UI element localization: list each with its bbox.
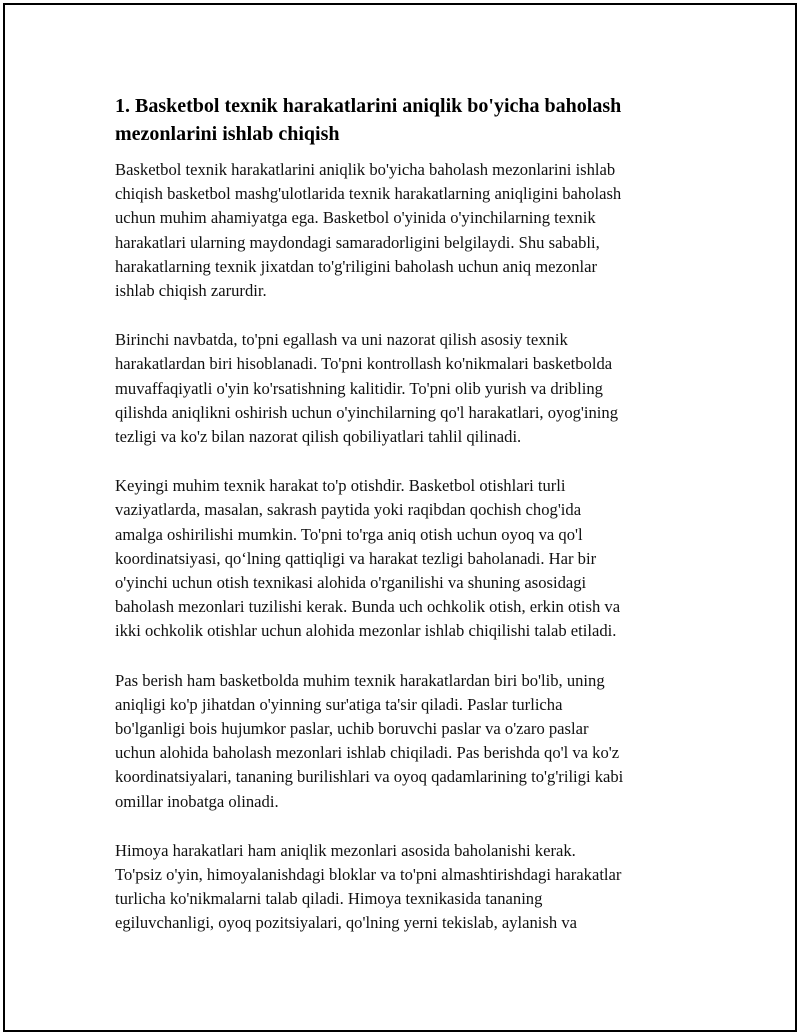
section-heading: 1. Basketbol texnik harakatlarini aniqlik bo'yicha baholash mezonlarini ishlab chiqish	[115, 95, 622, 145]
paragraph-5: Himoya harakatlari ham aniqlik mezonlari asosida baholanishi kerak. To'psiz o'yin, himoyalanishdagi bloklar va to'pni almashtirishdagi harakatlar turlicha ko'nikmalarni talab qiladi. Himoya texnikasida tananing egiluvchanligi, oyoq pozitsiyalari, qo'lning yerni tekislab, aylanish va	[115, 840, 622, 933]
paragraph-2: Birinchi navbatda, to'pni egallash va uni nazorat qilish asosiy texnik harakatlardan biri hisoblanadi. To'pni kontrollash ko'nikmalari basketbolda muvaffaqiyatli o'yin ko'rsatishning kalitidir. To'pni olib yurish va dribling qilishda aniqlikni oshirish uchun o'yinchilarning qo'l harakatlari, oyog'ining tezligi va ko'z bilan nazorat qilish qobiliyatlari tahlil qilinadi.	[115, 330, 619, 447]
paragraph-3: Keyingi muhim texnik harakat to'p otishdir. Basketbol otishlari turli vaziyatlarda, masalan, sakrash paytida yoki raqibdan qochish chog'ida amalga oshirilishi mumkin. To'pni to'rga aniq otish uchun oyoq va qo'l koordinatsiyasi, qo‘lning qattiqligi va harakat tezligi baholanadi. Har bir o'yinchi uchun otish texnikasi alohida o'rganilishi va shuning asosidagi baholash mezonlari tuzilishi kerak. Bunda uch ochkolik otish, erkin otish va ikki ochkolik otishlar uchun alohida mezonlar ishlab chiqilishi talab etiladi.	[115, 476, 621, 641]
paragraph-1: Basketbol texnik harakatlarini aniqlik bo'yicha baholash mezonlarini ishlab chiqish basketbol mashg'ulotlarida texnik harakatlarning aniqligini baholash uchun muhim ahamiyatga ega. Basketbol o'yinida o'yinchilarning texnik harakatlari ularning maydondagi samaradorligini belgilaydi. Shu sababli, harakatlarning texnik jixatdan to'g'riligini baholash uchun aniq mezonlar ishlab chiqish zarurdir.	[115, 160, 622, 301]
paragraph-4: Pas berish ham basketbolda muhim texnik harakatlardan biri bo'lib, uning aniqligi ko'p jihatdan o'yinning sur'atiga ta'sir qiladi. Paslar turlicha bo'lganligi bois hujumkor paslar, uchib boruvchi paslar va o'zaro paslar uchun alohida baholash mezonlari ishlab chiqiladi. Pas berishda qo'l va ko'z koordinatsiyalari, tananing burilishlari va oyoq qadamlarining to'g'riligi kabi omillar inobatga olinadi.	[115, 670, 624, 811]
document-body	[115, 92, 695, 961]
